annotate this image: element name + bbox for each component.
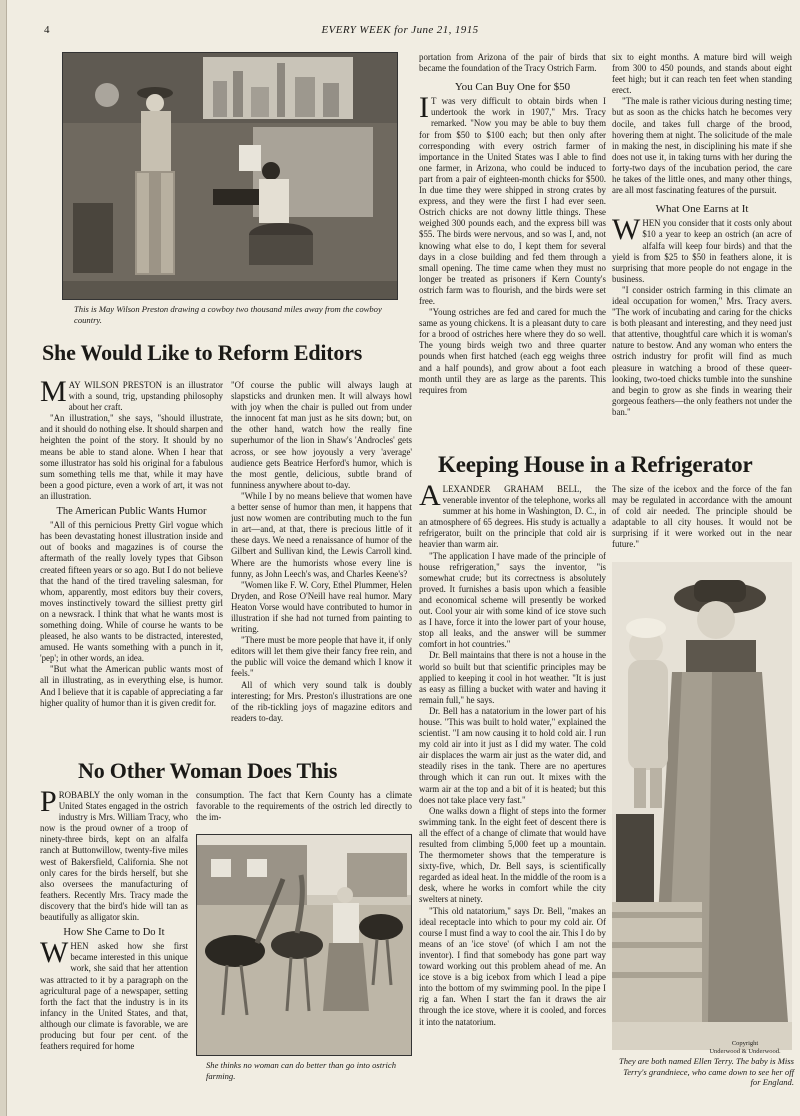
studio-photo-illustration (63, 53, 397, 299)
article1-col2-p1: "Of course the public will always laugh at slapsticks and drunken men. It will always howl with joy when the chair is pulled out from under the innocent fat man just as he sits down; but, on the other hand, watch how the really fine superhumor of the lion in Shaw's 'Androcles' gets across, or see how joyously a very 'average' audience gets Beatrice Herford's humor, which is the most gentle, delicious, subtle brand of funniness anywhere about to-day. (231, 380, 412, 490)
running-title: EVERY WEEK for June 21, 1915 (321, 24, 479, 36)
article1-col1-p1: AY WILSON PRESTON is an illustrator with a sound, trig, upstanding philosophy about her craft. (68, 380, 223, 413)
article3-p4: Dr. Bell has a natatorium in the lower part of his house. "This was built to hold water," explained the scientist. "I am now causing it to hold cold air. I run my cold air into it just as I did my water. The cold air displaces the warm air just as the water did, and steadily rises in the tank. There are no apertures through which it can run out. It mixes with the warm air at the top and a bit of it is heated; but this does not take place very fast." (419, 705, 606, 805)
article2-top-p1: portation from Arizona of the pair of birds that became the foundation of the Tracy Ostrich Farm. (419, 52, 606, 74)
article1-col2-p5: All of which very sound talk is doubly interesting; for Mrs. Preston's illustrations are one of the rib-tickling joys of magazine editors and readers to-day. (231, 679, 412, 723)
article2-p2: T was very difficult to obtain birds when I undertook the work in 1907," Mrs. Tracy remarked. "Now you may be able to buy them for from $50 to $100 each; but then only after corresponding with every ostrich farmer of importance in the United States was I able to find one farmer, in Arizona, who could be induced to part from a pair of eighteen-month chicks for $500. In due time they were shipped in strong crates by express, and they were the first I had ever seen. Ostrich chicks are not downy little things. These weighed 300 pounds each, and the express bill was $55. The birds were nervous, and so was I, and, not knowing what else to do, I kept them for several days in a close building and fed them through a small opening. The time came when they must no longer be treated as prisoners if Kern County's ostrich farm was to flourish, and the birds were set free. (419, 96, 606, 306)
article3-column3 (419, 484, 606, 1088)
article1-col1-p3: "All of this pernicious Pretty Girl vogue which has been devastating honest illustration inside and out of books and magazines is of course the aftermath of the really lovely types that Gibson created fifteen years or so ago. But I do not believe that the hand of the tired traveling salesman, for whom, apparently, most editors buy their covers, moves instinctively toward the silliest pretty girl on a newsrack. I think that what he wants most is something doing. While of course he wants to be pleased, he also wants to be distracted, interested, amused. He wants something with a punch in it, 'pep'; in other words, an idea. (40, 520, 223, 664)
article3-p5: One walks down a flight of steps into the former swimming tank. In the eight feet of descent there is all the effect of a change of climate that would have resulted from climbing 5,000 feet up a mountain. The thermometer shows that the temperature is sixty-five, which, Dr. Bell says, is scientifically regarded as ideal heat. In the middle of the room is a desk, where he works in comfort while the city swelters at ninety. (419, 805, 606, 905)
article4-p1: ROBABLY the only woman in the United States engaged in the ostrich industry is Mrs. William Tracy, who now is the proud owner of a troop of ninety-three birds, kept on an alfalfa ranch at Buttonwillow, twenty-five miles west of Bakersfield, California. She not only cares for the birds herself, but she also oversees the manufacturing of feathers. Recently Mrs. Tracy made the discovery that the bird's hide will tan as beautifully as alligator skin. (40, 790, 188, 923)
article4-p2: HEN asked how she first became interested in this unique work, she said that her attention was attracted to it by a paragraph on the agricultural page of a newspaper, setting forth the fact that the industry is in its infancy in the United States, and that, although our climate is favorable, we are producing but four per cent. of the feathers required for home (40, 941, 188, 1052)
article1-column1 (40, 380, 223, 760)
headline-refrigerator: Keeping House in a Refrigerator (438, 452, 753, 477)
dropcap-w: W (40, 936, 69, 970)
article1-col2-p4: "There must be more people that have it, if only editors will let them give their fancy free rein, and the public will voice the demand which I know it feels." (231, 635, 412, 679)
photo3-caption: They are both named Ellen Terry. The baby is Miss Terry's grandniece, who came down to see her off for England. (618, 1056, 794, 1087)
photo-ostrich-farm (196, 834, 412, 1056)
photo1-caption: This is May Wilson Preston drawing a cowboy two thousand miles away from the cowboy country. (74, 304, 382, 325)
article2-column3 (419, 52, 606, 448)
subhead-what-one-earns: What One Earns at It (655, 203, 749, 216)
article3-p6: "This old natatorium," says Dr. Bell, "makes an ideal receptacle into which to pour my cold air. Of course I must find a way to cool the air. This I do by means of an 'ice stove' (of which I am not the inventor). I find that somebody has gone part way toward working out this problem ahead of me. An ice stove is a big icebox from which I lead a pipe into the bottom of my swimming pool. In the pipe I rig a fan. When I start the fan it draws the air through the ice stove, where it is cooled, and forces it into the natatorium. (419, 905, 606, 1027)
dropcap-p: P (40, 790, 57, 818)
article2-col4-p4: "I consider ostrich farming in this climate an ideal occupation for women," Mrs. Tracy avers. "The work of incubating and caring for the chicks is both pleasant and interesting, and they need just that attentive, thoughtful care which it is woman's nature to bestow. And any woman who enters the ostrich industry for profit will find as much pleasure in watching a brood of these queer-looking, two-toed chicks tumble into the sunshine and begin to grow as she finds in wearing their gorgeous feathers—the only feathers not under the ban." (612, 284, 792, 417)
subhead-public-wants-humor: The American Public Wants Humor (56, 506, 207, 518)
binding-edge (0, 0, 7, 1116)
article2-column4 (612, 52, 792, 448)
photo-preston-studio (62, 52, 398, 300)
headline-no-other-woman: No Other Woman Does This (78, 758, 338, 783)
page-number: 4 (44, 24, 50, 36)
ostrich-photo-illustration (197, 835, 411, 1055)
dropcap-m: M (40, 380, 67, 408)
article2-col4-p2: "The male is rather vicious during nesting time; but as soon as the chicks hatch he becomes very docile, and takes full charge of the brood, hovering them at night. The solicitude of the male in making the nest, in disciplining his mate if she does not use it, in taking turns with her during the forty-two days of the incubation period, the care he takes of the little ones, and many other things, are all most fascinating features of the pursuit. (612, 96, 792, 196)
article2-col4-p1: six to eight months. A mature bird will weigh from 300 to 450 pounds, and stands about eight feet high; but it can reach ten feet when standing erect. (612, 52, 792, 96)
ellen-terry-photo-illustration (612, 562, 792, 1050)
article3-right-p: The size of the icebox and the force of the fan may be regulated in accordance with the amount of cold air needed. The principle should be adaptable to all city houses. It would not be surprising if it were worked out in the near future." (612, 484, 792, 550)
photo-ellen-terry (612, 562, 792, 1050)
photo3-credit (700, 1040, 790, 1055)
credit-line2: Underwood & Underwood. (709, 1047, 781, 1055)
article4-column1 (40, 790, 188, 1084)
article3-p1: LEXANDER GRAHAM BELL, the venerable inventor of the telephone, works all summer at his home in Washington, D. C., in an atmosphere of 65 degrees. His study is actually a refrigerator, built on the principle that cold air is heavier than warm air. (419, 484, 606, 550)
article1-col1-p4: "But what the American public wants most of all in illustrating, as in everything else, is humor. And I believe that it is capable of appreciating a far higher quality of humor than it is given credit for. (40, 664, 223, 708)
headline-reform-editors: She Would Like to Reform Editors (42, 340, 363, 365)
article3-p3: Dr. Bell maintains that there is not a house in the world so built but that scientific principles may be applied to keeping it cool in hot weather. "It is just as easy as filling a bucket with water and having it remain full," he says. (419, 650, 606, 705)
subhead-buy-one: You Can Buy One for $50 (454, 81, 571, 94)
article2-p3: "Young ostriches are fed and cared for much the same as young chickens. It is a pleasant duty to care for a brood of ostriches here where they do so well. The young birds weigh two and three quarter pounds when first hatched (each egg weighs three and a half pounds), and grow about a foot each month until they are as large as the parents. This requires from (419, 307, 606, 395)
article2-col4-p3: HEN you consider that it costs only about $10 a year to keep an ostrich (an acre of alfalfa will keep four birds) and that the yield is from $25 to $50 in feathers alone, it is surprising that more people do not engage in the business. (612, 218, 792, 284)
credit-line1: Copyright (731, 1040, 759, 1047)
dropcap-w2: W (612, 213, 641, 247)
subhead-how-she-came: How She Came to Do It (63, 927, 165, 939)
article3-column4 (612, 484, 792, 554)
dropcap-i: I (419, 91, 429, 125)
article1-col1-p2: "An illustration," she says, "should illustrate, and it should do nothing else. It should sharpen and heighten the point of the story. It should by no means be able to stand alone. When I hear that some illustrator has sold his original for a fabulous sum something tells me that, while it may have been a good picture, even a work of art, it was not an illustration. (40, 413, 223, 501)
article3-p2: "The application I have made of the principle of house refrigeration," says the inventor, "is somewhat crude; but its correctness is absolutely proved. It furnishes a basis upon which a feasible and economical scheme will presently be worked out. Cool your air with some kind of ice stove such as I have, force it into the lower part of your house, stop all leaks, and the answer will be summer comfort in hot countries." (419, 550, 606, 650)
article1-col2-p3: "Women like F. W. Cory, Ethel Plummer, Helen Dryden, and Rose O'Neill have real humor. Mary Heaton Vorse would have contributed to humor in illustration if she had not turned from painting to writing. (231, 579, 412, 635)
article1-col2-p2: "While I by no means believe that women have a better sense of humor than men, it happens that just now women are contributing much to the fun in art—and, at that, there is precious little of it these days. We need a renaissance of humor of the Gilbert and Sullivan kind, the Lewis Carroll kind. Where are the humorists whose every line is funny, as John Leech's was, and Charles Keene's? (231, 490, 412, 579)
dropcap-a: A (419, 484, 441, 512)
article1-column2 (231, 380, 412, 760)
article4-right-p: consumption. The fact that Kern County has a climate favorable to the requirements of the ostrich led directly to the im- (196, 790, 412, 823)
article4-column2 (196, 790, 412, 826)
photo2-caption: She thinks no woman can do better than go into ostrich farming. (206, 1060, 397, 1081)
